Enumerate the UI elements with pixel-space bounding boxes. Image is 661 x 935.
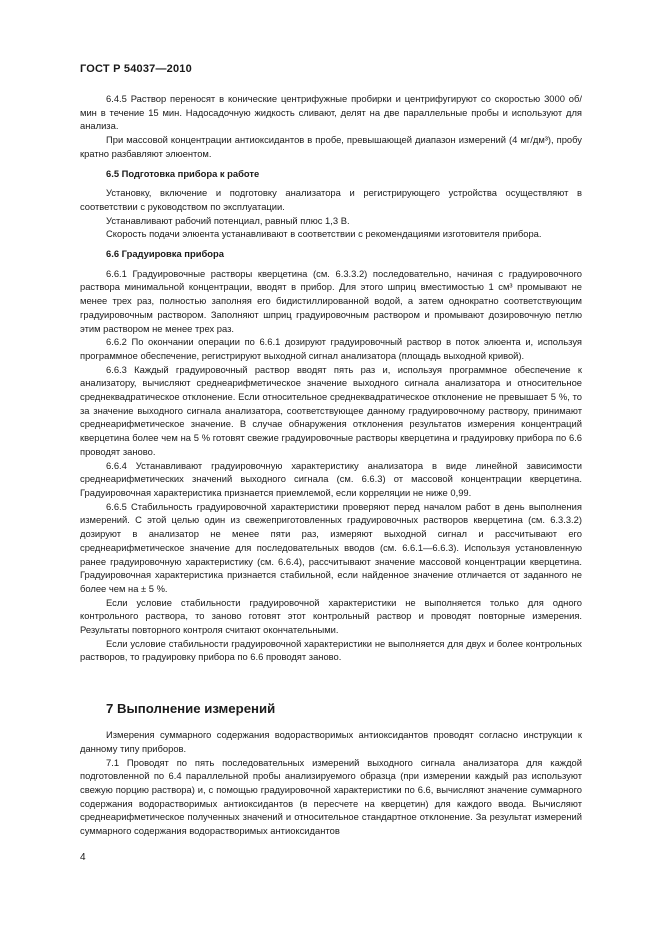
- paragraph-dilution: При массовой концентрации антиоксидантов в пробе, превышающей диапазон измерений (4 мг/дм³), пробу кратно разбавляют элюентом.: [80, 134, 582, 159]
- page-content: [80, 92, 582, 838]
- paragraph-6-6-5: 6.6.5 Стабильность градуировочной характеристики проверяют перед началом работ в день выполнения измерений. С этой целью один из свежеприготовленных градуировочных растворов кверцетина (см. 6.3.3.2) дозируют в анализатор не менее пяти раз, измеряют выходной сигнал и рассчитывают его среднеарифметическое значение для последовательных вводов (см. 6.6.1—6.6.3). Используя установленную ранее градуировочную характеристику (см. 6.6.4), рассчитывают значение массовой концентрации кверцетина. Градуировочная характеристика признается стабильной, если найденное значение отличается от заданного не более чем на ± 5 %.: [80, 500, 582, 594]
- paragraph-7-1: 7.1 Проводят по пять последовательных измерений выходного сигнала анализатора для каждой подготовленной по 6.4 параллельной пробы анализируемого образца (при измерении каждый раз используют свежую порцию раствора) и, с помощью градуировочной характеристики по 6.6, вычисляют значение суммарного содержания водорастворимых антиоксидантов (в пересчете на кверцетин) для каждого ввода. Вычисляют среднеарифметическое полученных значений и относительное стандартное отклонение. За результат измерений суммарного содержания водорастворимых антиоксидантов: [80, 756, 582, 837]
- page-number: 4: [80, 852, 86, 863]
- paragraph-two-controls: Если условие стабильности градуировочной характеристики не выполняется для двух и более контрольных растворов, то градуировку прибора по 6.6 проводят заново.: [80, 637, 582, 663]
- paragraph-6-6-3: 6.6.3 Каждый градуировочный раствор вводят пять раз и, используя программное обеспечение к анализатору, вычисляют среднеарифметическое значение выходного сигнала анализатора и относительное среднеквадратическое отклонение. Если относительное среднеквадратическое отклонение не превышает 5 %, то за значение выходного сигнала анализатора, соответствующее данному градуировочному раствору, принимают среднеарифметическое значение. В случае обнаружения отклонения результатов измерения концентраций кверцетина более чем на 5 % готовят свежие градуировочные растворы кверцетина и градуировку прибора по 6.6 проводят заново.: [80, 363, 582, 457]
- paragraph-one-control: Если условие стабильности градуировочной характеристики не выполняется только для одного контрольного раствора, то заново готовят этот контрольный раствор и проводят повторные измерения. Результаты повторного контроля считают окончательными.: [80, 596, 582, 636]
- paragraph-measurement-intro: Измерения суммарного содержания водорастворимых антиоксидантов проводят согласно инструкции к данному типу приборов.: [80, 729, 582, 754]
- paragraph-eluent-speed: Скорость подачи элюента устанавливают в соответствии с рекомендациями изготовителя прибора.: [106, 228, 542, 240]
- page-header: ГОСТ Р 54037—2010: [80, 63, 192, 75]
- paragraph-6-6-4: 6.6.4 Устанавливают градуировочную характеристику анализатора в виде линейной зависимости среднеарифметических значений выходного сигнала (см. 6.6.3) от массовой концентрации кверцетина. Градуировочная характеристика признается приемлемой, если корреляции не ниже 0,99.: [80, 459, 582, 498]
- subsection-heading-6-5: 6.5 Подготовка прибора к работе: [106, 167, 260, 179]
- section-heading-7: 7 Выполнение измерений: [106, 701, 276, 717]
- paragraph-6-4-5: 6.4.5 Раствор переносят в конические центрифужные пробирки и центрифугируют со скоростью 3000 об/мин в течение 15 мин. Надосадочную жидкость сливают, делят на две параллельные пробы и используют для анализа.: [80, 93, 582, 132]
- subsection-heading-6-6: 6.6 Градуировка прибора: [106, 248, 224, 260]
- paragraph-potential: Устанавливают рабочий потенциал, равный плюс 1,3 В.: [106, 214, 350, 226]
- paragraph-setup: Установку, включение и подготовку анализатора и регистрирующего устройства осуществляют в соответствии с руководством по эксплуатации.: [80, 187, 582, 212]
- paragraph-6-6-1: 6.6.1 Градуировочные растворы кверцетина (см. 6.3.3.2) последовательно, начиная с градуировочного раствора минимальной концентрации, вводят в прибор. Для этого шприц вместимостью 1 см³ промывают не менее трех раз, полностью заполняя его бидистиллированной водой, а затем однократно соответствующим градуировочным раствором. Заполняют шприц градуировочным раствором и промывают дозировочную петлю этим раствором не менее трех раз.: [80, 267, 582, 334]
- paragraph-6-6-2: 6.6.2 По окончании операции по 6.6.1 дозируют градуировочный раствор в поток элюента и, используя программное обеспечение, регистрируют выходной сигнал анализатора (площадь выходной кривой).: [80, 336, 582, 361]
